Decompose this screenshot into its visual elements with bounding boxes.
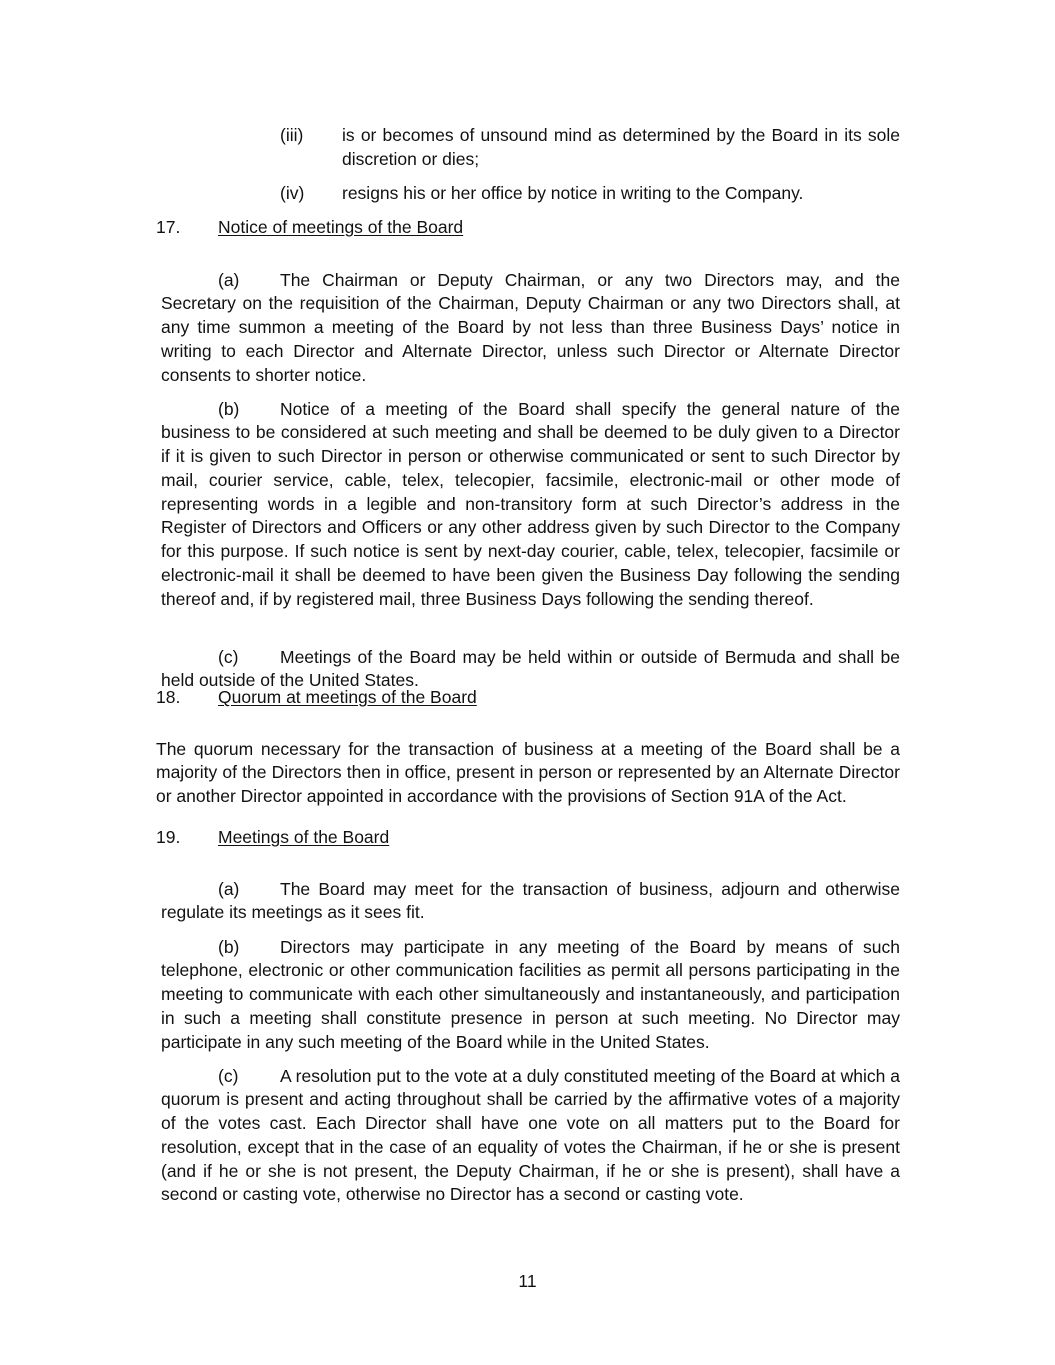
- list-item-text: resigns his or her office by notice in writing to the Company.: [342, 183, 804, 203]
- list-item-number: (iii): [280, 125, 304, 145]
- paragraph-text: Meetings of the Board may be held within or outside of Bermuda and shall be held outside of the United States.: [161, 646, 900, 691]
- paragraph-label: (b): [218, 398, 240, 419]
- paragraph-label: (c): [218, 1065, 239, 1086]
- paragraph-text: The Chairman or Deputy Chairman, or any two Directors may, and the Secretary on the requisition of the Chairman, Deputy Chairman or any two Directors shall, at any time summon a meeting of the Board by not less than three Business Days’ notice in writing to each Director and Alternate Director, unless such Director or Alternate Director consents to shorter notice.: [161, 269, 900, 385]
- section-19-paragraph-c: [161, 1065, 900, 1208]
- section-number: 19.: [156, 827, 181, 847]
- section-19-paragraph-b: [161, 936, 900, 1055]
- paragraph-text: A resolution put to the vote at a duly constituted meeting of the Board at which a quorum is present and acting throughout shall be carried by the affirmative votes of a majority of the votes cast. Each Director shall have one vote on all matters put to the Board for resolution, except that in the case of an equality of votes the Chairman, if he or she is present (and if he or she is not present, the Deputy Chairman, if he or she is present), shall have a second or casting vote, otherwise no Director has a second or casting vote.: [161, 1065, 900, 1205]
- page-number: 11: [518, 1271, 537, 1291]
- section-title: Meetings of the Board: [218, 827, 390, 847]
- paragraph-text: Notice of a meeting of the Board shall specify the general nature of the business to be considered at such meeting and shall be deemed to be duly given to a Director if it is given to such Director in person or otherwise communicated or sent to such Director by mail, courier service, cable, telex, telecopier, facsimile, electronic-mail or other mode of representing words in a legible and non-transitory form at such Director’s address in the Register of Directors and Officers or any other address given by such Director to the Company for this purpose. If such notice is sent by next-day courier, cable, telex, telecopier, facsimile or electronic-mail it shall be deemed to have been given the Business Day following the sending thereof and, if by registered mail, three Business Days following the sending thereof.: [161, 398, 900, 609]
- section-17-paragraph-a: [161, 269, 900, 388]
- section-number: 18.: [156, 687, 181, 707]
- paragraph-label: (c): [218, 646, 239, 667]
- section-title: Notice of meetings of the Board: [218, 217, 464, 237]
- section-title: Quorum at meetings of the Board: [218, 687, 477, 707]
- list-item-text: is or becomes of unsound mind as determined by the Board in its sole discretion or dies;: [342, 125, 900, 169]
- section-17-paragraph-b: [161, 398, 900, 612]
- paragraph-label: (b): [218, 936, 240, 957]
- section-19-paragraph-a: [161, 878, 900, 926]
- paragraph-text: The Board may meet for the transaction of business, adjourn and otherwise regulate its meetings as it sees fit.: [161, 878, 900, 923]
- section-18-paragraph: The quorum necessary for the transaction of business at a meeting of the Board shall be a majority of the Directors then in office, present in person or represented by an Alternate Director or another Director appointed in accordance with the provisions of Section 91A of the Act.: [156, 738, 900, 807]
- paragraph-label: (a): [218, 269, 240, 290]
- section-number: 17.: [156, 217, 181, 237]
- paragraph-text: Directors may participate in any meeting of the Board by means of such telephone, electronic or other communication facilities as permit all persons participating in the meeting to communicate with each other simultaneously and instantaneously, and participation in such a meeting shall constitute presence in person at such meeting. No Director may participate in any such meeting of the Board while in the United States.: [161, 936, 900, 1052]
- list-item-number: (iv): [280, 183, 305, 203]
- paragraph-label: (a): [218, 878, 240, 899]
